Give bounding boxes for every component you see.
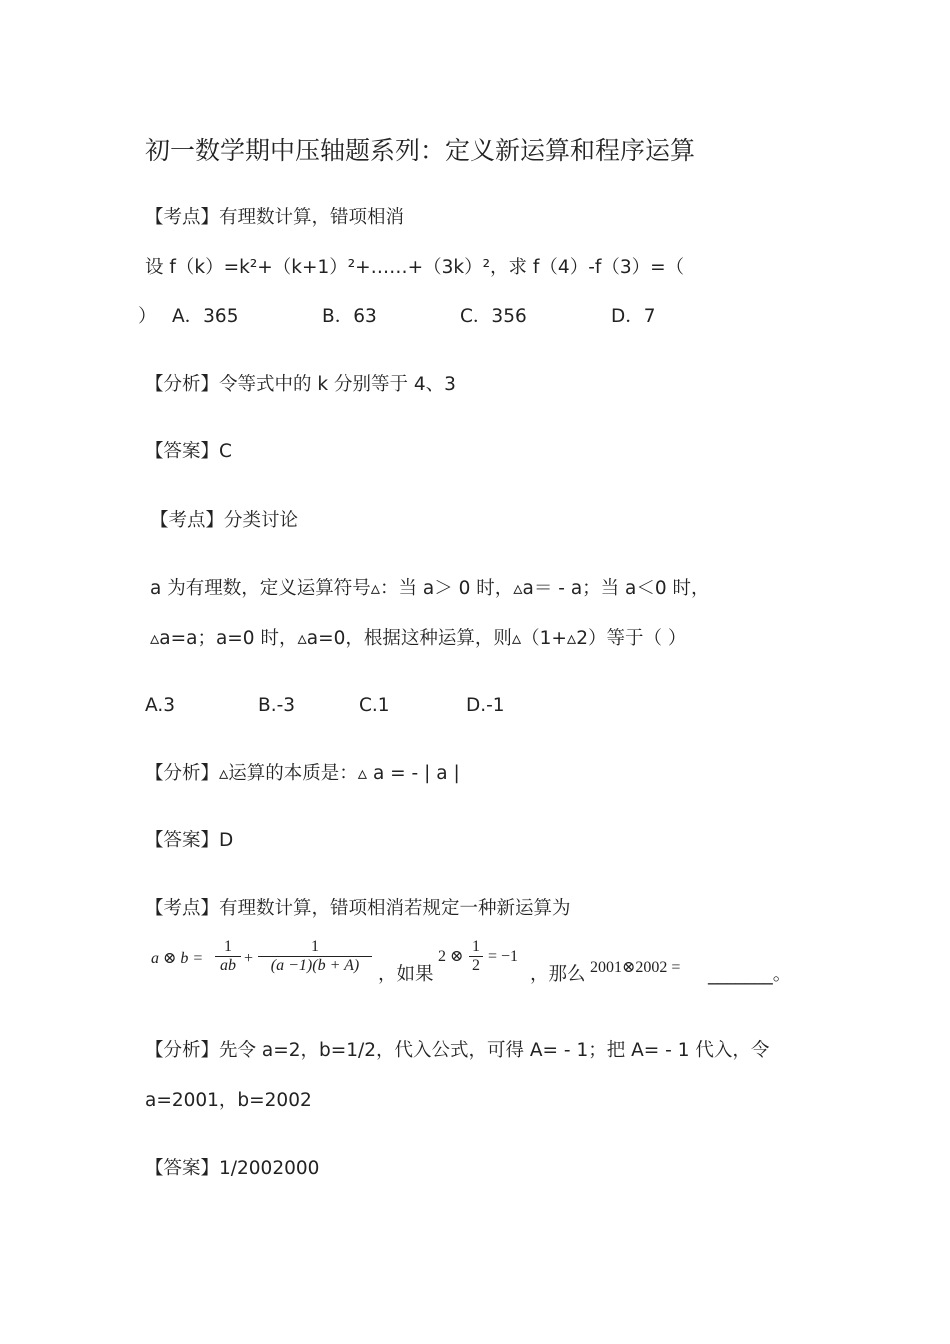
ruguo-text: ，如果 [378, 964, 434, 985]
q3-analysis-line2: a=2001，b=2002 [145, 1090, 312, 1111]
answer-blank: _______。 [708, 964, 792, 985]
q1-analysis: 【分析】令等式中的 k 分别等于 4、3 [145, 374, 456, 395]
frac2-numerator: 1 [311, 938, 319, 955]
q3-topic: 【考点】有理数计算，错项相消若规定一种新运算为 [145, 898, 571, 919]
frac2-denominator: (a −1)(b + A) [270, 957, 360, 974]
q2-option-a: A.3 [145, 695, 175, 716]
q1-option-d: D．7 [611, 306, 656, 327]
q1-option-c: C．356 [460, 306, 527, 327]
q2-topic: 【考点】分类讨论 [150, 510, 299, 531]
name-text: ，那么 [530, 964, 586, 985]
q1-option-a: A．365 [172, 306, 239, 327]
frac3-numerator: 1 [472, 938, 480, 955]
page-title: 初一数学期中压轴题系列：定义新运算和程序运算 [145, 136, 696, 165]
q1-topic: 【考点】有理数计算，错项相消 [145, 207, 405, 228]
q1-option-b: B．63 [322, 306, 377, 327]
fraction-1-over-ab [215, 938, 241, 975]
q2-option-b: B.-3 [258, 695, 296, 716]
condition-rhs: = −1 [488, 948, 519, 965]
q3-answer: 【答案】1/2002000 [145, 1158, 320, 1179]
q1-stem: 设 f（k）=k²+（k+1）²+……+（3k）²，求 f（4）-f（3）=（ [145, 257, 685, 278]
fraction-1-over-product [258, 938, 372, 975]
target-expression: 2001⊗2002 = [590, 959, 681, 976]
q2-stem-line2: ▵a=a；a=0 时，▵a=0，根据这种运算，则▵（1+▵2）等于（ ） [150, 628, 687, 649]
q2-analysis: 【分析】▵运算的本质是：▵ a = - | a | [145, 763, 460, 784]
frac1-denominator: ab [220, 957, 236, 974]
q2-answer: 【答案】D [145, 830, 234, 851]
q2-stem-line1: a 为有理数，定义运算符号▵：当 a＞ 0 时，▵a＝ - a；当 a＜0 时， [150, 578, 710, 599]
q1-answer: 【答案】C [145, 441, 232, 462]
q2-option-c: C.1 [359, 695, 390, 716]
q2-option-d: D.-1 [466, 695, 505, 716]
formula-lhs: a ⊗ b = [151, 950, 204, 967]
q1-opt-prefix: ） [138, 306, 157, 327]
plus-sign: + [244, 950, 254, 967]
fraction-half [469, 938, 483, 975]
frac3-denominator: 2 [472, 957, 480, 974]
frac1-numerator: 1 [224, 938, 232, 955]
q3-analysis-line1: 【分析】先令 a=2，b=1/2，代入公式，可得 A= - 1；把 A= - 1 代入，令 [145, 1040, 770, 1061]
condition-lhs: 2 ⊗ [438, 948, 464, 965]
